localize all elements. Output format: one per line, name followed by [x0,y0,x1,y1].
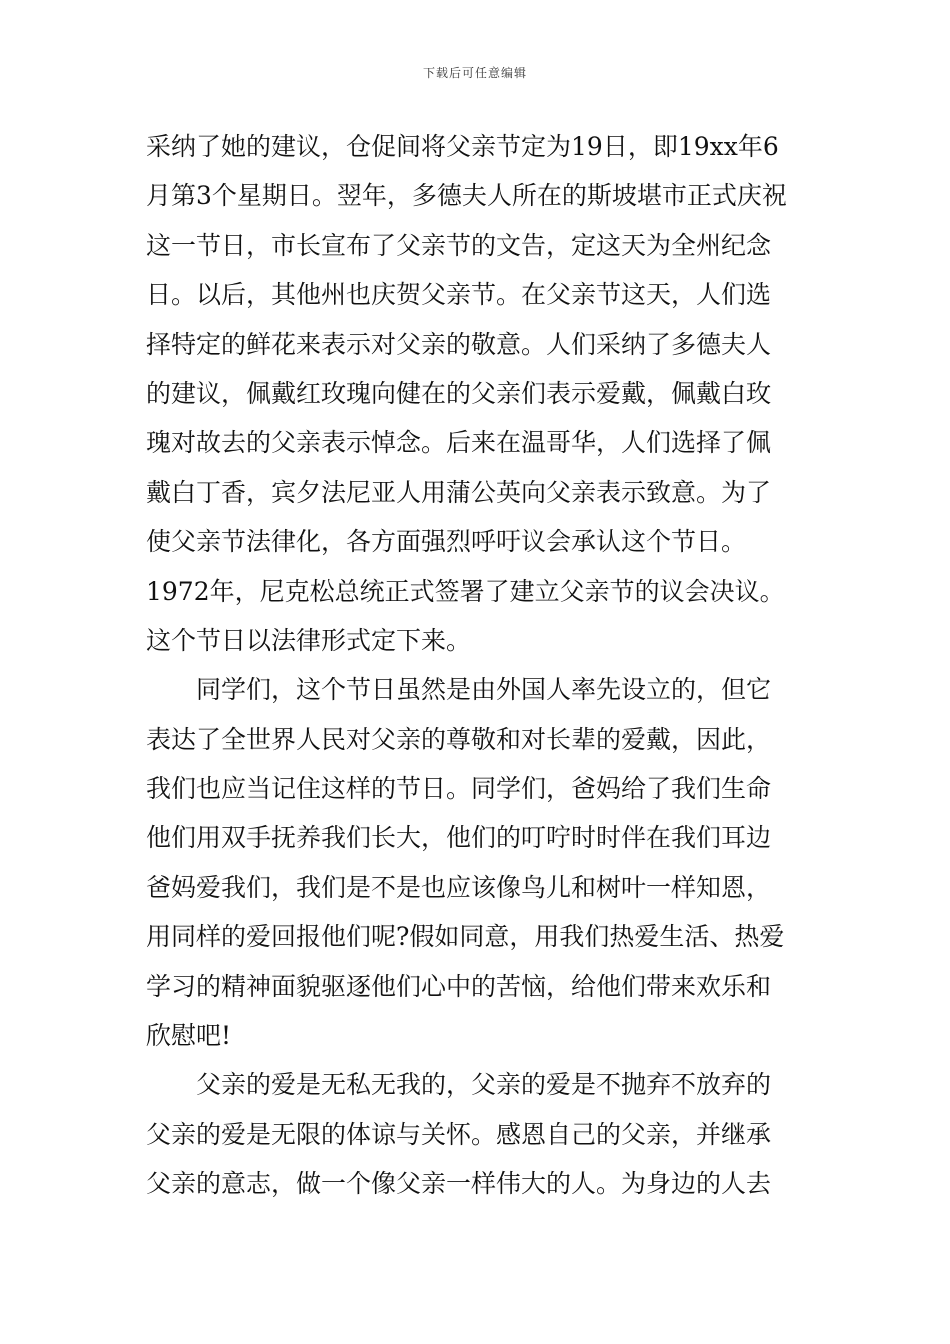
text-line: 爸妈爱我们，我们是不是也应该像鸟儿和树叶一样知恩， [146,872,772,902]
text-line: 他们用双手抚养我们长大，他们的叮咛时时伴在我们耳边 [146,823,772,853]
text-line: 瑰对故去的父亲表示悼念。后来在温哥华，人们选择了佩 [146,428,772,458]
text-line: 学习的精神面貌驱逐他们心中的苦恼，给他们带来欢乐和 [146,971,772,1001]
text-line: 戴白丁香，宾夕法尼亚人用蒲公英向父亲表示致意。为了 [146,477,772,507]
text-line: 欣慰吧! [146,1021,232,1051]
text-line: 父亲的爱是无限的体谅与关怀。感恩自己的父亲，并继承 [146,1119,772,1149]
page-header: 下载后可任意编辑 [422,66,527,80]
text-line: 使父亲节法律化，各方面强烈呼吁议会承认这个节日。 [146,527,747,557]
text-line: 表达了全世界人民对父亲的尊敬和对长辈的爱戴，因此， [146,724,772,754]
text-line: 父亲的意志，做一个像父亲一样伟大的人。为身边的人去 [146,1169,772,1199]
text-line: 的建议，佩戴红玫瑰向健在的父亲们表示爱戴，佩戴白玫 [146,378,772,408]
text-line: 月第3个星期日。翌年，多德夫人所在的斯坡堪市正式庆祝 [146,181,787,211]
text-line: 日。以后，其他州也庆贺父亲节。在父亲节这天，人们选 [146,280,772,310]
text-line: 我们也应当记住这样的节日。同学们，爸妈给了我们生命 [146,774,772,804]
text-line: 这个节日以法律形式定下来。 [146,625,472,655]
paragraph-first-line: 同学们，这个节日虽然是由外国人率先设立的，但它 [196,675,772,705]
text-line: 1972年，尼克松总统正式签署了建立父亲节的议会决议。 [146,576,785,606]
text-line: 这一节日，市长宣布了父亲节的文告，定这天为全州纪念 [146,230,772,260]
document-body [146,122,816,1209]
text-line: 用同样的爱回报他们呢?假如同意，用我们热爱生活、热爱 [146,922,785,952]
text-line: 采纳了她的建议，仓促间将父亲节定为19日，即19xx年6 [146,132,779,161]
text-line: 择特定的鲜花来表示对父亲的敬意。人们采纳了多德夫人 [146,329,772,359]
paragraph-first-line: 父亲的爱是无私无我的，父亲的爱是不抛弃不放弃的 [196,1070,772,1100]
